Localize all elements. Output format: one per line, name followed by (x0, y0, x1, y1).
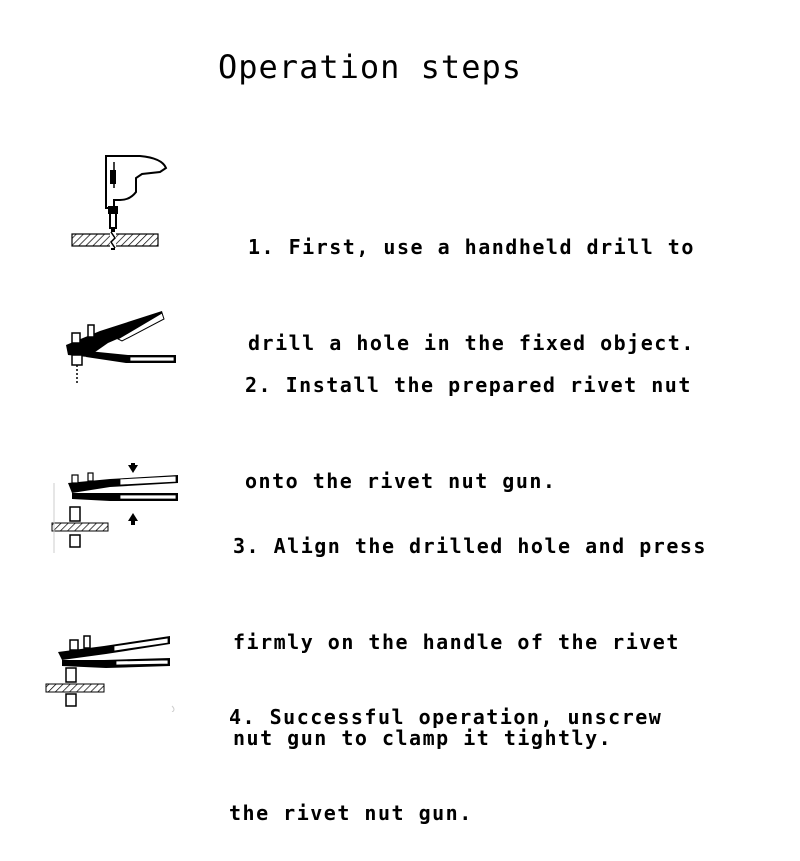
rivet-gun-install-icon (58, 305, 183, 395)
step-3-line-2: firmly on the handle of the rivet (233, 630, 680, 654)
drill-icon (70, 148, 170, 258)
step-3-line-3: nut gun to clamp it tightly. (233, 726, 613, 750)
step-4-line-1: 4. Successful operation, unscrew (229, 705, 663, 729)
page-title: Operation steps (218, 48, 522, 86)
step-3-line-1: 3. Align the drilled hole and press (233, 534, 707, 558)
rivet-gun-unscrew-icon (44, 632, 184, 712)
step-2-line-2: onto the rivet nut gun. (245, 469, 557, 493)
step-2-line-1: 2. Install the prepared rivet nut (245, 373, 692, 397)
step-4-text (229, 637, 662, 861)
step-1-line-1: 1. First, use a handheld drill to (248, 235, 695, 259)
step-4-line-2: the rivet nut gun. (229, 801, 473, 825)
rivet-gun-press-icon (50, 463, 185, 555)
step-1-line-2: drill a hole in the fixed object. (248, 331, 695, 355)
